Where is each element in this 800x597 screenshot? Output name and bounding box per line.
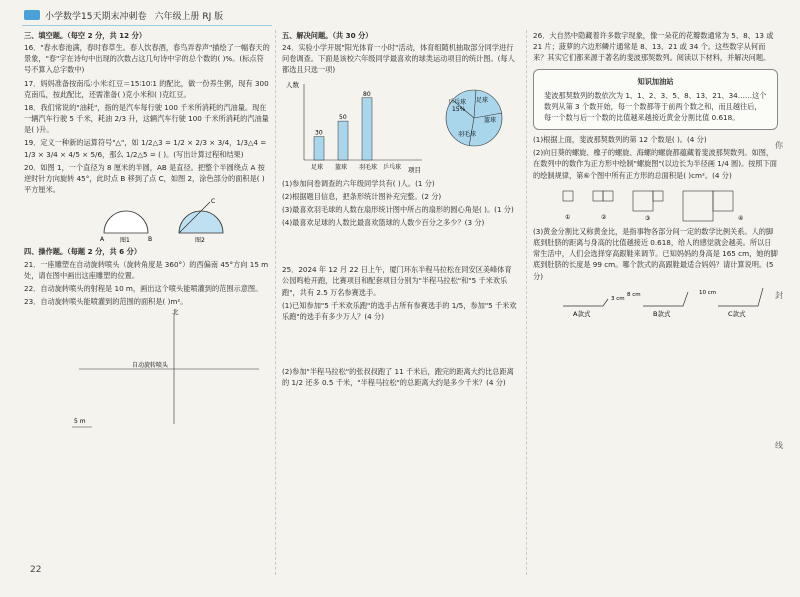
heel-height: 10 cm xyxy=(699,289,717,296)
shoe-label: A款式 xyxy=(573,309,591,318)
spiral-figures xyxy=(533,183,778,223)
header-divider xyxy=(22,25,272,26)
question-24-3: (3)最喜欢羽毛球的人数在扇形统计图中所占的扇形的圆心角是( )。(1 分) xyxy=(282,204,514,214)
high-heel-options xyxy=(533,284,778,320)
question-21: 21．一座雕塑在自动旋转喷头（旋转角度是 360°）的西偏南 45°方向 15 m 处，请在图中画出这座雕塑的位置。 xyxy=(24,259,269,280)
pie-slice-label: 乒乓球 xyxy=(448,98,467,106)
fig2-caption: 图2 xyxy=(195,237,205,244)
scale-label: 5 m xyxy=(74,418,86,426)
svg-text:B: B xyxy=(148,236,153,244)
question-22: 22．自动旋转喷头的射程是 10 m，画出这个喷头能喷灌到的范围示意图。 xyxy=(24,283,263,293)
sprinkler-grid xyxy=(24,309,270,437)
bar-value-label: 30 xyxy=(315,129,323,137)
pie-slice-label: 篮球 xyxy=(484,116,497,124)
grade-label: 六年级上册 RJ 版 xyxy=(154,11,224,22)
question-25: 25．2024 年 12 月 22 日上午，厦门环东半程马拉松在同安区美峰体育公园鸣枪开跑，比赛项目和配套项目分别为"半程马拉松"和"5 千米欢乐跑"，共有 2.5 万名参赛选手。 xyxy=(282,265,512,297)
bar-chart xyxy=(282,78,432,178)
question-23: 23．自动旋转喷头能喷灌到的范围的面积是( )m²。 xyxy=(24,296,188,306)
pie-slice-label: 足球 xyxy=(476,96,489,104)
pie-chart xyxy=(432,78,512,168)
question-20: 20．如图 1，一个直径为 8 厘米的半圆，AB 是直径。把整个半圆绕点 A 按逆时针方向旋转 45°，此时点 B 移到了点 C，如图 2，涂色部分的面积是( )平方厘米。 xyxy=(24,162,265,195)
fig1-caption: 图1 xyxy=(120,237,130,244)
bar xyxy=(362,97,372,159)
svg-text:A: A xyxy=(100,236,105,244)
question-16: 16．"春水春池满，春时春草生。春人饮春酒，春鸟弄春声"描绘了一幅春天的景象，"春"字在诗句中出现的次数占这几句诗中字的总个数的( )%。(标点符号不算入总字数中) xyxy=(24,43,270,75)
knowledge-box-title: 知识加油站 xyxy=(637,77,674,87)
semicircle-figures xyxy=(24,197,270,243)
question-25-1: (1)已知参加"5 千米欢乐跑"的选手占所有参赛选手的 1/5，参加"5 千米欢乐跑"的选手有多少万人？(4 分) xyxy=(282,300,517,321)
y-axis-label: 人数 xyxy=(286,80,299,89)
question-24-2: (2)根据题目信息，把条形统计图补充完整。(2 分) xyxy=(282,191,442,201)
knowledge-box-text: 斐波那契数列的数依次为 1、1、2、3、5、8、13、21、34……这个数列从第 3 个数开始，每一个数都等于前两个数之和，而且越往后，每一个数与后一个数的比值越来越接近黄金分割比值 0.618。 xyxy=(544,90,767,122)
bar xyxy=(314,136,324,159)
question-26-3: (3)黄金分割比又称黄金比，是指事物各部分间一定的数学比例关系。人的脚底到肚脐的距离与身高的比值越接近 0.618，给人的感觉就会越美。所以日常生活中，人们会选择穿高跟鞋来调节。已知妈妈的身高是 165 cm，她的脚底到肚脐的长度是 99 cm。哪个款式的高跟鞋最适合妈妈？请计算说明。(5 分) xyxy=(533,226,778,281)
column-divider xyxy=(526,30,527,575)
bar-value-label: 50 xyxy=(339,113,347,121)
svg-text:C: C xyxy=(211,198,216,206)
question-18: 18．我们常说的"油耗"，指的是汽车每行驶 100 千米所消耗的汽油量。现在一辆汽车行驶 5 千米，耗油 2/3 升，这辆汽车行驶 100 千米所消耗的汽油量是( )升。 xyxy=(24,102,269,135)
question-19: 19．定义一种新的运算符号"△"，如 1/2△3 = 1/2 × 2/3 × 3/4，1/3△4 = 1/3 × 3/4 × 4/5 × 5/6，那么 1/2△5 = ( )。(写出计算过程和结果) xyxy=(24,138,267,159)
figure-label: ④ xyxy=(738,214,744,222)
knowledge-box xyxy=(533,69,778,130)
category-label: 乒乓球 xyxy=(383,163,402,171)
question-25-2: (2)参加"半程马拉松"的张叔叔跑了 11 千米后，跑完的距离大约比总距离的 1/2 还多 0.5 千米，"半程马拉松"的总距离大约是多少千米？(4 分) xyxy=(282,367,514,388)
question-26-2: (2)向日葵的螺旋、橡子的螺旋、海螺的螺旋都蕴藏着斐波那契数列。如图，在数列中的数作为正方形中绘制"螺旋图"(以边长为半径画 1/4 圆)。按照下面的绘制规律，第⑥个图中所有正方形的总面积是( )cm²。(4 分) xyxy=(533,148,777,180)
column-2 xyxy=(282,30,518,390)
bar xyxy=(338,121,348,160)
column-divider xyxy=(275,30,276,575)
sprinkler-label: 自动旋转喷头 xyxy=(132,362,169,370)
margin-mark: 你 xyxy=(775,141,783,150)
north-label: 北 xyxy=(172,309,179,317)
category-label: 篮球 xyxy=(335,163,348,171)
margin-mark: 封 xyxy=(775,291,783,300)
figure-label: ③ xyxy=(645,214,651,222)
shoe-label: B款式 xyxy=(653,309,671,318)
figure-label: ① xyxy=(565,213,571,221)
question-17: 17．妈妈准备按南瓜∶小米∶红豆＝15∶10∶1 的配比，做一份养生粥，现有 300 克南瓜，按此配比，还需准备( )克小米和( )克红豆。 xyxy=(24,78,269,99)
pie-slice-value: 15% xyxy=(452,105,466,113)
column-3 xyxy=(533,30,778,323)
brand-logo-icon xyxy=(24,10,40,20)
section-5-title: 五、解决问题。（共 30 分） xyxy=(282,31,373,40)
heel-height: 8 cm xyxy=(627,291,641,298)
heel-height: 3 cm xyxy=(611,295,625,302)
category-label: 羽毛球 xyxy=(359,163,378,171)
margin-mark: 线 xyxy=(775,441,783,450)
question-26: 26．大自然中隐藏着许多数字现象，像一朵花的花瓣数通常为 5、8、13 或 21 片；菠萝的六边形鳞片通常是 8、13、21 或 34 个。这些数字从何而来？其实它们都来源于著名的斐波那契数列。阅读以下材料，并解决问题。 xyxy=(533,31,774,63)
pie-slice-label: 羽毛球 xyxy=(458,130,477,138)
x-axis-label: 项目 xyxy=(408,165,421,174)
question-24-1: (1)参加问卷调查的六年级同学共有( )人。(1 分) xyxy=(282,178,435,188)
question-26-1: (1)根据上面，斐波那契数列的第 12 个数是( )。(4 分) xyxy=(533,135,707,145)
brand-title: 小学数学15天期末冲刺卷 xyxy=(45,11,147,22)
figure-label: ② xyxy=(601,213,607,221)
column-1 xyxy=(24,30,270,440)
question-24-4: (4)最喜欢足球的人数比最喜欢篮球的人数少百分之多少？(3 分) xyxy=(282,218,485,228)
page-number: 22 xyxy=(30,565,42,575)
section-4-title: 四、操作题。（每题 2 分，共 6 分） xyxy=(24,247,142,257)
category-label: 足球 xyxy=(311,163,324,171)
page-header xyxy=(24,6,231,24)
question-24: 24．实验小学开展"阳光体育一小时"活动，体育组随机抽取部分同学进行问卷调查。下面是该校六年级同学最喜欢的球类运动项目的统计图。(每人都选且只选一项) xyxy=(282,43,515,75)
section-3-title: 三、填空题。（每空 2 分，共 12 分） xyxy=(24,31,147,40)
shoe-label: C款式 xyxy=(728,309,746,318)
bar-value-label: 80 xyxy=(363,90,371,98)
